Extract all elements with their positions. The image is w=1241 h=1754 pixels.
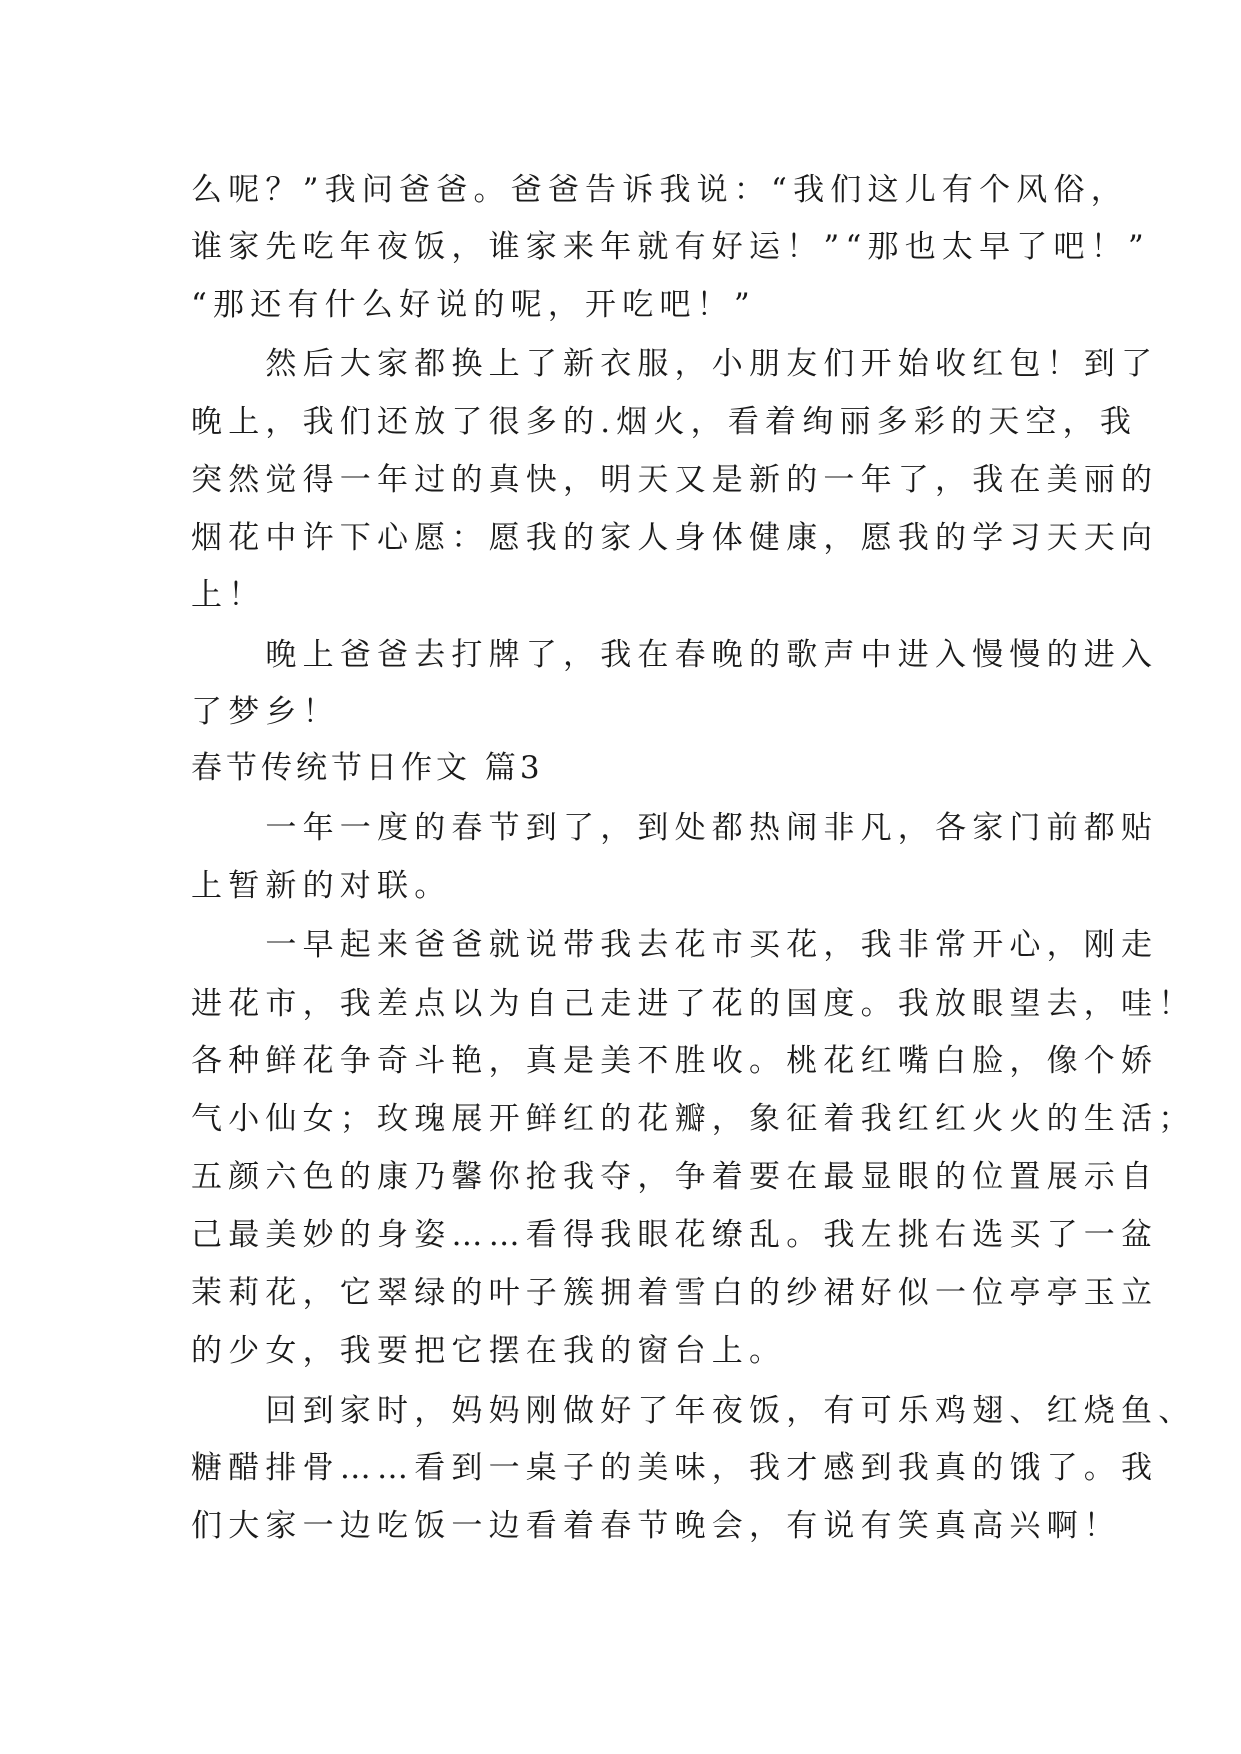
text-line: 茉莉花，它翠绿的叶子簇拥着雪白的纱裙好似一位亭亭玉立	[191, 1275, 1159, 1311]
text-line: 晚上，我们还放了很多的.烟火，看着绚丽多彩的天空，我	[191, 404, 1138, 440]
text-line: 一早起来爸爸就说带我去花市买花，我非常开心，刚走	[191, 927, 1159, 963]
text-line: 烟花中许下心愿：愿我的家人身体健康，愿我的学习天天向	[191, 520, 1159, 556]
text-line: 上！	[191, 577, 266, 613]
text-line: 己最美妙的身姿……看得我眼花缭乱。我左挑右选买了一盆	[191, 1217, 1159, 1253]
section-heading: 春节传统节日作文 篇3	[191, 750, 544, 786]
text-line: 进花市，我差点以为自己走进了花的国度。我放眼望去，哇！	[191, 986, 1196, 1022]
text-line: 们大家一边吃饭一边看着春节晚会，有说有笑真高兴啊！	[191, 1508, 1121, 1544]
text-line: 晚上爸爸去打牌了，我在春晚的歌声中进入慢慢的进入	[191, 637, 1159, 673]
text-line: 的少女，我要把它摆在我的窗台上。	[191, 1333, 787, 1369]
text-line: 糖醋排骨……看到一桌子的美味，我才感到我真的饿了。我	[191, 1450, 1159, 1486]
text-line: 了梦乡！	[191, 694, 340, 730]
text-line: 各种鲜花争奇斗艳，真是美不胜收。桃花红嘴白脸，像个娇	[191, 1043, 1159, 1079]
text-line: “那还有什么好说的呢，开吃吧！”	[191, 287, 756, 323]
text-line: 一年一度的春节到了，到处都热闹非凡，各家门前都贴	[191, 810, 1159, 846]
text-line: 然后大家都换上了新衣服，小朋友们开始收红包！到了	[191, 346, 1159, 382]
text-line: 回到家时，妈妈刚做好了年夜饭，有可乐鸡翅、红烧鱼、	[191, 1393, 1196, 1429]
text-line: 谁家先吃年夜饭，谁家来年就有好运！”“那也太早了吧！”	[191, 229, 1150, 265]
text-line: 气小仙女；玫瑰展开鲜红的花瓣，象征着我红红火火的生活；	[191, 1101, 1196, 1137]
text-line: 么呢？”我问爸爸。爸爸告诉我说：“我们这儿有个风俗，	[191, 172, 1128, 208]
text-line: 五颜六色的康乃馨你抢我夺，争着要在最显眼的位置展示自	[191, 1159, 1159, 1195]
text-line: 突然觉得一年过的真快，明天又是新的一年了，我在美丽的	[191, 462, 1159, 498]
text-line: 上暂新的对联。	[191, 868, 452, 904]
